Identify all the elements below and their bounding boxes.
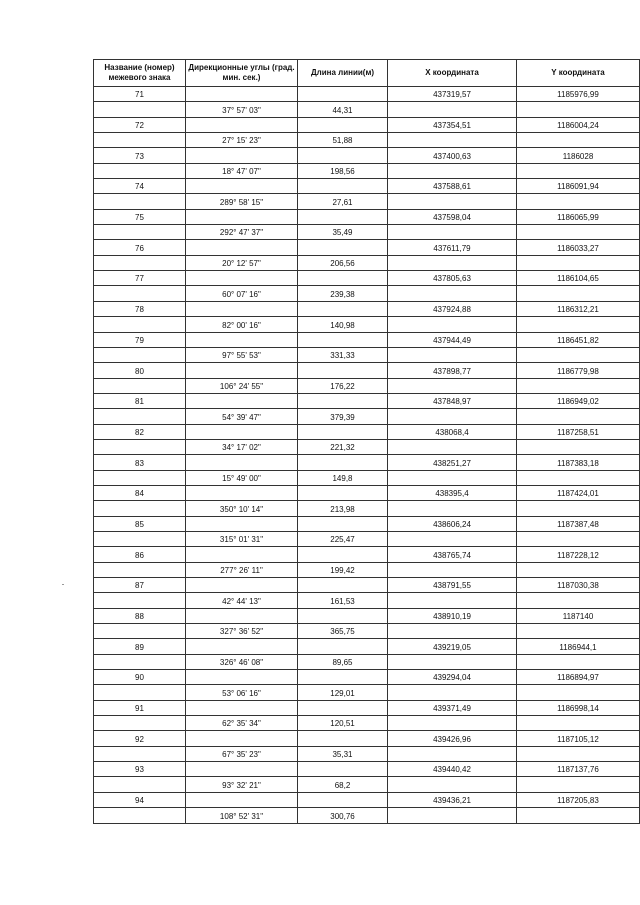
header-x-coordinate: X координата [388,60,517,87]
segment-row [94,654,640,669]
name-cell-empty [94,194,186,209]
direction-angle-cell: 108° 52' 31" [186,808,298,823]
y-cell-empty [517,562,640,577]
segment-row [94,194,640,209]
direction-angle-cell: 42° 44' 13" [186,593,298,608]
name-cell-empty [94,470,186,485]
angle-cell-empty [186,608,298,623]
x-coordinate-cell: 439426,96 [388,731,517,746]
segment-row [94,409,640,424]
angle-cell-empty [186,578,298,593]
point-name-cell: 90 [94,670,186,685]
name-cell-empty [94,163,186,178]
angle-cell-empty [186,179,298,194]
point-row [94,700,640,715]
point-name-cell: 77 [94,271,186,286]
direction-angle-cell: 277° 26' 11" [186,562,298,577]
x-coordinate-cell: 437354,51 [388,117,517,132]
point-row [94,363,640,378]
name-cell-empty [94,654,186,669]
name-cell-empty [94,378,186,393]
angle-cell-empty [186,301,298,316]
y-cell-empty [517,746,640,761]
y-coordinate-cell: 1186949,02 [517,393,640,408]
name-cell-empty [94,624,186,639]
x-coordinate-cell: 437588,61 [388,179,517,194]
y-cell-empty [517,163,640,178]
point-name-cell: 86 [94,547,186,562]
point-name-cell: 89 [94,639,186,654]
length-cell-empty [298,179,388,194]
name-cell-empty [94,347,186,362]
direction-angle-cell: 289° 58' 15" [186,194,298,209]
x-coordinate-cell: 437319,57 [388,87,517,102]
length-cell-empty [298,424,388,439]
scan-mark [62,584,64,585]
y-coordinate-cell: 1186944,1 [517,639,640,654]
x-coordinate-cell: 437848,97 [388,393,517,408]
segment-row [94,808,640,823]
x-cell-empty [388,102,517,117]
x-coordinate-cell: 437805,63 [388,271,517,286]
direction-angle-cell: 20° 12' 57" [186,255,298,270]
length-cell-empty [298,700,388,715]
point-name-cell: 81 [94,393,186,408]
point-row [94,87,640,102]
segment-row [94,163,640,178]
y-cell-empty [517,531,640,546]
length-cell-empty [298,792,388,807]
name-cell-empty [94,409,186,424]
point-name-cell: 80 [94,363,186,378]
length-cell-empty [298,455,388,470]
y-cell-empty [517,317,640,332]
point-row [94,209,640,224]
x-coordinate-cell: 437944,49 [388,332,517,347]
point-name-cell: 92 [94,731,186,746]
segment-row [94,133,640,148]
angle-cell-empty [186,87,298,102]
point-row [94,731,640,746]
y-cell-empty [517,777,640,792]
name-cell-empty [94,255,186,270]
y-cell-empty [517,593,640,608]
y-cell-empty [517,378,640,393]
y-cell-empty [517,501,640,516]
point-row [94,516,640,531]
segment-row [94,501,640,516]
x-cell-empty [388,654,517,669]
line-length-cell: 149,8 [298,470,388,485]
line-length-cell: 129,01 [298,685,388,700]
line-length-cell: 89,65 [298,654,388,669]
segment-row [94,347,640,362]
angle-cell-empty [186,731,298,746]
direction-angle-cell: 53° 06' 16" [186,685,298,700]
x-cell-empty [388,746,517,761]
line-length-cell: 300,76 [298,808,388,823]
segment-row [94,685,640,700]
x-cell-empty [388,317,517,332]
point-name-cell: 87 [94,578,186,593]
y-coordinate-cell: 1186451,82 [517,332,640,347]
x-coordinate-cell: 438910,19 [388,608,517,623]
angle-cell-empty [186,148,298,163]
segment-row [94,777,640,792]
direction-angle-cell: 15° 49' 00" [186,470,298,485]
y-cell-empty [517,286,640,301]
x-cell-empty [388,225,517,240]
direction-angle-cell: 67° 35' 23" [186,746,298,761]
y-coordinate-cell: 1185976,99 [517,87,640,102]
segment-row [94,286,640,301]
name-cell-empty [94,808,186,823]
line-length-cell: 51,88 [298,133,388,148]
x-cell-empty [388,716,517,731]
point-row [94,332,640,347]
y-coordinate-cell: 1187105,12 [517,731,640,746]
name-cell-empty [94,777,186,792]
y-coordinate-cell: 1186779,98 [517,363,640,378]
name-cell-empty [94,501,186,516]
angle-cell-empty [186,271,298,286]
point-name-cell: 84 [94,485,186,500]
y-coordinate-cell: 1187228,12 [517,547,640,562]
line-length-cell: 198,56 [298,163,388,178]
y-coordinate-cell: 1187424,01 [517,485,640,500]
y-cell-empty [517,194,640,209]
point-row [94,455,640,470]
x-coordinate-cell: 438606,24 [388,516,517,531]
y-cell-empty [517,439,640,454]
point-name-cell: 93 [94,762,186,777]
x-cell-empty [388,163,517,178]
coordinates-table [93,59,640,824]
name-cell-empty [94,102,186,117]
angle-cell-empty [186,762,298,777]
y-coordinate-cell: 1186033,27 [517,240,640,255]
x-coordinate-cell: 438395,4 [388,485,517,500]
point-name-cell: 74 [94,179,186,194]
point-name-cell: 71 [94,87,186,102]
x-cell-empty [388,777,517,792]
y-cell-empty [517,102,640,117]
angle-cell-empty [186,332,298,347]
x-coordinate-cell: 439294,04 [388,670,517,685]
x-cell-empty [388,593,517,608]
point-name-cell: 94 [94,792,186,807]
point-name-cell: 85 [94,516,186,531]
x-coordinate-cell: 437598,04 [388,209,517,224]
x-cell-empty [388,439,517,454]
header-direction-angle: Дирекционные углы (град. мин. сек.) [186,60,298,87]
x-cell-empty [388,624,517,639]
point-row [94,424,640,439]
y-cell-empty [517,347,640,362]
y-coordinate-cell: 1187387,48 [517,516,640,531]
point-row [94,271,640,286]
name-cell-empty [94,593,186,608]
table-header-row [94,60,640,87]
direction-angle-cell: 27° 15' 23" [186,133,298,148]
length-cell-empty [298,301,388,316]
name-cell-empty [94,317,186,332]
length-cell-empty [298,670,388,685]
boundary-coordinates-sheet [93,59,639,824]
y-coordinate-cell: 1186312,21 [517,301,640,316]
name-cell-empty [94,716,186,731]
point-row [94,547,640,562]
direction-angle-cell: 18° 47' 07" [186,163,298,178]
angle-cell-empty [186,700,298,715]
segment-row [94,716,640,731]
y-coordinate-cell: 1186028 [517,148,640,163]
point-row [94,240,640,255]
x-cell-empty [388,531,517,546]
segment-row [94,439,640,454]
line-length-cell: 68,2 [298,777,388,792]
x-coordinate-cell: 437400,63 [388,148,517,163]
angle-cell-empty [186,240,298,255]
angle-cell-empty [186,639,298,654]
segment-row [94,317,640,332]
direction-angle-cell: 60° 07' 16" [186,286,298,301]
angle-cell-empty [186,455,298,470]
line-length-cell: 120,51 [298,716,388,731]
y-coordinate-cell: 1187383,18 [517,455,640,470]
point-name-cell: 76 [94,240,186,255]
length-cell-empty [298,271,388,286]
name-cell-empty [94,225,186,240]
y-coordinate-cell: 1186894,97 [517,670,640,685]
angle-cell-empty [186,670,298,685]
x-coordinate-cell: 438251,27 [388,455,517,470]
point-row [94,639,640,654]
y-coordinate-cell: 1187030,38 [517,578,640,593]
direction-angle-cell: 54° 39' 47" [186,409,298,424]
y-cell-empty [517,470,640,485]
x-cell-empty [388,470,517,485]
length-cell-empty [298,87,388,102]
y-cell-empty [517,409,640,424]
angle-cell-empty [186,424,298,439]
y-coordinate-cell: 1186104,65 [517,271,640,286]
y-cell-empty [517,225,640,240]
segment-row [94,593,640,608]
length-cell-empty [298,332,388,347]
length-cell-empty [298,148,388,163]
angle-cell-empty [186,547,298,562]
direction-angle-cell: 106° 24' 55" [186,378,298,393]
segment-row [94,531,640,546]
name-cell-empty [94,562,186,577]
table-body [94,87,640,824]
segment-row [94,624,640,639]
line-length-cell: 199,42 [298,562,388,577]
angle-cell-empty [186,516,298,531]
point-row [94,608,640,623]
x-cell-empty [388,255,517,270]
y-coordinate-cell: 1186004,24 [517,117,640,132]
line-length-cell: 27,61 [298,194,388,209]
line-length-cell: 365,75 [298,624,388,639]
length-cell-empty [298,516,388,531]
header-y-coordinate: Y координата [517,60,640,87]
y-cell-empty [517,654,640,669]
point-row [94,578,640,593]
direction-angle-cell: 62° 35' 34" [186,716,298,731]
length-cell-empty [298,608,388,623]
y-cell-empty [517,255,640,270]
x-coordinate-cell: 439219,05 [388,639,517,654]
line-length-cell: 379,39 [298,409,388,424]
length-cell-empty [298,240,388,255]
point-name-cell: 73 [94,148,186,163]
x-cell-empty [388,501,517,516]
point-row [94,792,640,807]
y-cell-empty [517,685,640,700]
y-coordinate-cell: 1187137,76 [517,762,640,777]
y-cell-empty [517,624,640,639]
direction-angle-cell: 97° 55' 53" [186,347,298,362]
angle-cell-empty [186,485,298,500]
length-cell-empty [298,363,388,378]
direction-angle-cell: 327° 36' 52" [186,624,298,639]
x-coordinate-cell: 438068,4 [388,424,517,439]
angle-cell-empty [186,117,298,132]
length-cell-empty [298,209,388,224]
name-cell-empty [94,531,186,546]
x-coordinate-cell: 439440,42 [388,762,517,777]
point-row [94,670,640,685]
point-name-cell: 79 [94,332,186,347]
segment-row [94,378,640,393]
x-cell-empty [388,562,517,577]
segment-row [94,225,640,240]
length-cell-empty [298,485,388,500]
point-row [94,393,640,408]
segment-row [94,746,640,761]
name-cell-empty [94,685,186,700]
name-cell-empty [94,133,186,148]
point-row [94,179,640,194]
x-coordinate-cell: 437898,77 [388,363,517,378]
x-coordinate-cell: 439371,49 [388,700,517,715]
point-name-cell: 91 [94,700,186,715]
point-name-cell: 72 [94,117,186,132]
x-cell-empty [388,685,517,700]
name-cell-empty [94,439,186,454]
y-coordinate-cell: 1187140 [517,608,640,623]
line-length-cell: 213,98 [298,501,388,516]
length-cell-empty [298,639,388,654]
length-cell-empty [298,578,388,593]
direction-angle-cell: 292° 47' 37" [186,225,298,240]
point-name-cell: 83 [94,455,186,470]
y-coordinate-cell: 1187258,51 [517,424,640,439]
x-cell-empty [388,378,517,393]
x-cell-empty [388,286,517,301]
x-cell-empty [388,347,517,362]
header-line-length: Длина линии(м) [298,60,388,87]
header-point-name: Название (номер) межевого знака [94,60,186,87]
line-length-cell: 35,49 [298,225,388,240]
line-length-cell: 176,22 [298,378,388,393]
x-coordinate-cell: 437924,88 [388,301,517,316]
line-length-cell: 225,47 [298,531,388,546]
line-length-cell: 35,31 [298,746,388,761]
point-name-cell: 88 [94,608,186,623]
line-length-cell: 206,56 [298,255,388,270]
length-cell-empty [298,117,388,132]
direction-angle-cell: 315° 01' 31" [186,531,298,546]
y-coordinate-cell: 1187205,83 [517,792,640,807]
point-row [94,117,640,132]
y-coordinate-cell: 1186998,14 [517,700,640,715]
point-row [94,762,640,777]
length-cell-empty [298,762,388,777]
y-cell-empty [517,133,640,148]
segment-row [94,562,640,577]
line-length-cell: 140,98 [298,317,388,332]
point-name-cell: 78 [94,301,186,316]
y-coordinate-cell: 1186091,94 [517,179,640,194]
line-length-cell: 239,38 [298,286,388,301]
point-name-cell: 75 [94,209,186,224]
x-coordinate-cell: 438791,55 [388,578,517,593]
x-cell-empty [388,409,517,424]
direction-angle-cell: 82° 00' 16" [186,317,298,332]
point-row [94,301,640,316]
x-coordinate-cell: 438765,74 [388,547,517,562]
x-cell-empty [388,133,517,148]
point-row [94,148,640,163]
direction-angle-cell: 37° 57' 03" [186,102,298,117]
length-cell-empty [298,393,388,408]
direction-angle-cell: 34° 17' 02" [186,439,298,454]
direction-angle-cell: 93° 32' 21" [186,777,298,792]
x-coordinate-cell: 437611,79 [388,240,517,255]
angle-cell-empty [186,363,298,378]
segment-row [94,470,640,485]
point-name-cell: 82 [94,424,186,439]
y-cell-empty [517,716,640,731]
angle-cell-empty [186,393,298,408]
line-length-cell: 44,31 [298,102,388,117]
angle-cell-empty [186,792,298,807]
x-cell-empty [388,808,517,823]
length-cell-empty [298,547,388,562]
direction-angle-cell: 326° 46' 08" [186,654,298,669]
y-cell-empty [517,808,640,823]
line-length-cell: 161,53 [298,593,388,608]
length-cell-empty [298,731,388,746]
x-cell-empty [388,194,517,209]
angle-cell-empty [186,209,298,224]
x-coordinate-cell: 439436,21 [388,792,517,807]
direction-angle-cell: 350° 10' 14" [186,501,298,516]
name-cell-empty [94,746,186,761]
segment-row [94,102,640,117]
line-length-cell: 331,33 [298,347,388,362]
point-row [94,485,640,500]
y-coordinate-cell: 1186065,99 [517,209,640,224]
name-cell-empty [94,286,186,301]
segment-row [94,255,640,270]
line-length-cell: 221,32 [298,439,388,454]
